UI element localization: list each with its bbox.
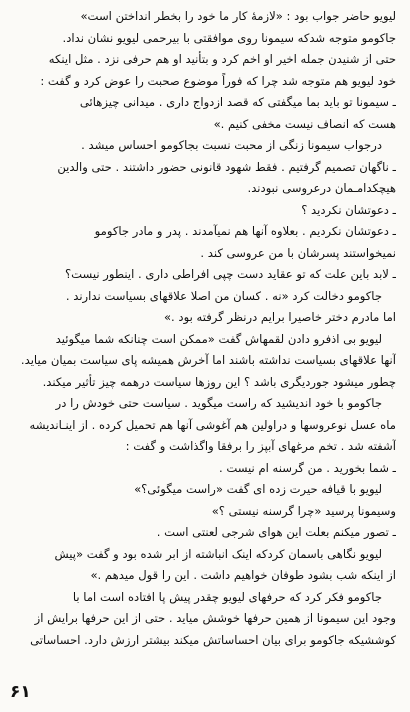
text-line: اما مادرم دختر خاصیرا برایم درنظر گرفته بود .»	[163, 310, 396, 324]
text-line: آشفته شد . تخم مرغهای آبپز را برفقا واگذاشت و گفت :	[125, 439, 396, 453]
text-line: جاکومو دخالت کرد «نه . کسان من اصلا علاقهای بسیاست ندارند .	[65, 288, 382, 303]
text-line: چطور میشود جوردیگری باشد ؟ این روزها سیاست درهمه چیز تأثیر میکند.	[42, 374, 396, 389]
text-line: لیویو نگاهی باسمان کردکه اینک انباشته از ابر شده بود و گفت «پیش	[54, 546, 382, 561]
text-line: وجود این سیمونا از همین حرفها خوشش میاید . حتی از این حرفها برایش از	[34, 611, 396, 625]
text-line: خود لیویو هم متوجه شد چرا که فوراً موضوع صحبت را عوض کرد و گفت :	[40, 73, 396, 88]
text-line: لیویو حاضر جواب بود : «لازمهٔ کار ما خود را بخطر انداختن است»	[80, 9, 396, 23]
text-line: جاکومو با خود اندیشید که راست میگوید . سیاست حتی خودش را در	[55, 396, 382, 410]
text-line: آنها علاقهای بسیاست نداشته باشند اما آخرش همیشه پای سیاست بمیان میاید.	[20, 353, 396, 367]
text-line: هیچکدامـمان درعروسی نبودند.	[247, 181, 396, 195]
text-line: وسیمونا پرسید «چرا گرسنه نیستی ؟»	[211, 503, 396, 518]
text-line: کوششیکه جاکومو برای بیان احساساتش میکند بیشتر ارزش دارد. احساساتی	[30, 632, 396, 647]
text-line: ـ لابد باین علت که تو عقاید دست چپی افراطی داری . اینطور نیست؟	[64, 267, 396, 281]
page-number: ۶۱	[10, 682, 31, 702]
text-line: لیویو با قیافه حیرت زده ای گفت «راست میگوئی؟»	[134, 482, 382, 496]
text-line: ـ تصور میکنم بعلت این هوای شرجی لعنتی است .	[156, 525, 396, 539]
text-line: ـ دعوتشان نکردید ؟	[301, 202, 396, 217]
text-line: درجواب سیمونا زنگی از محبت نسبت بجاکومو احساس میشد .	[81, 138, 382, 152]
text-line: نمیخواستند پسرشان با من عروسی کند .	[200, 245, 396, 260]
text-line: ـ سیمونا تو باید بما میگفتی که قصد ازدواج داری . میدانی چیزهائی	[79, 95, 396, 109]
text-line: لیویو بی اذفرو دادن لقمهاش گفت «ممکن است چنانکه شما میگوئید	[55, 331, 382, 346]
text-line: ـ دعوتشان نکردیم . بعلاوه آنها هم نمیآمدند . پدر و مادر جاکومو	[94, 224, 396, 238]
text-line: جاکومو متوجه شدکه سیمونا روی موافقتی با بیرحمی لیویو نشان نداد.	[62, 30, 396, 45]
text-line: هست که انصاف نیست مخفی کنیم .»	[213, 116, 396, 131]
page-body-text	[12, 6, 396, 651]
text-line: از اینکه شب بشود طوفان خواهیم داشت . این را قول میدهم .»	[90, 568, 396, 582]
text-line: حتی از شنیدن جمله اخیر او اخم کرد و بتأنید او هم حرفی نزد . مثل اینکه	[48, 52, 396, 66]
text-line: ـ شما بخورید . من گرسنه ام نیست .	[218, 460, 396, 475]
text-line: ـ ناگهان تصمیم گرفتیم . فقط شهود قانونی حضور داشتند . حتی والدین	[57, 159, 396, 174]
text-line: جاکومو فکر کرد که حرفهای لیویو چقدر پیش پا افتاده است اما با	[72, 589, 382, 604]
text-line: ماه عسل نوعروسها و دراولین هم آغوشی آنها هم تحمیل کرده . از اینـاندیشه	[29, 417, 396, 432]
